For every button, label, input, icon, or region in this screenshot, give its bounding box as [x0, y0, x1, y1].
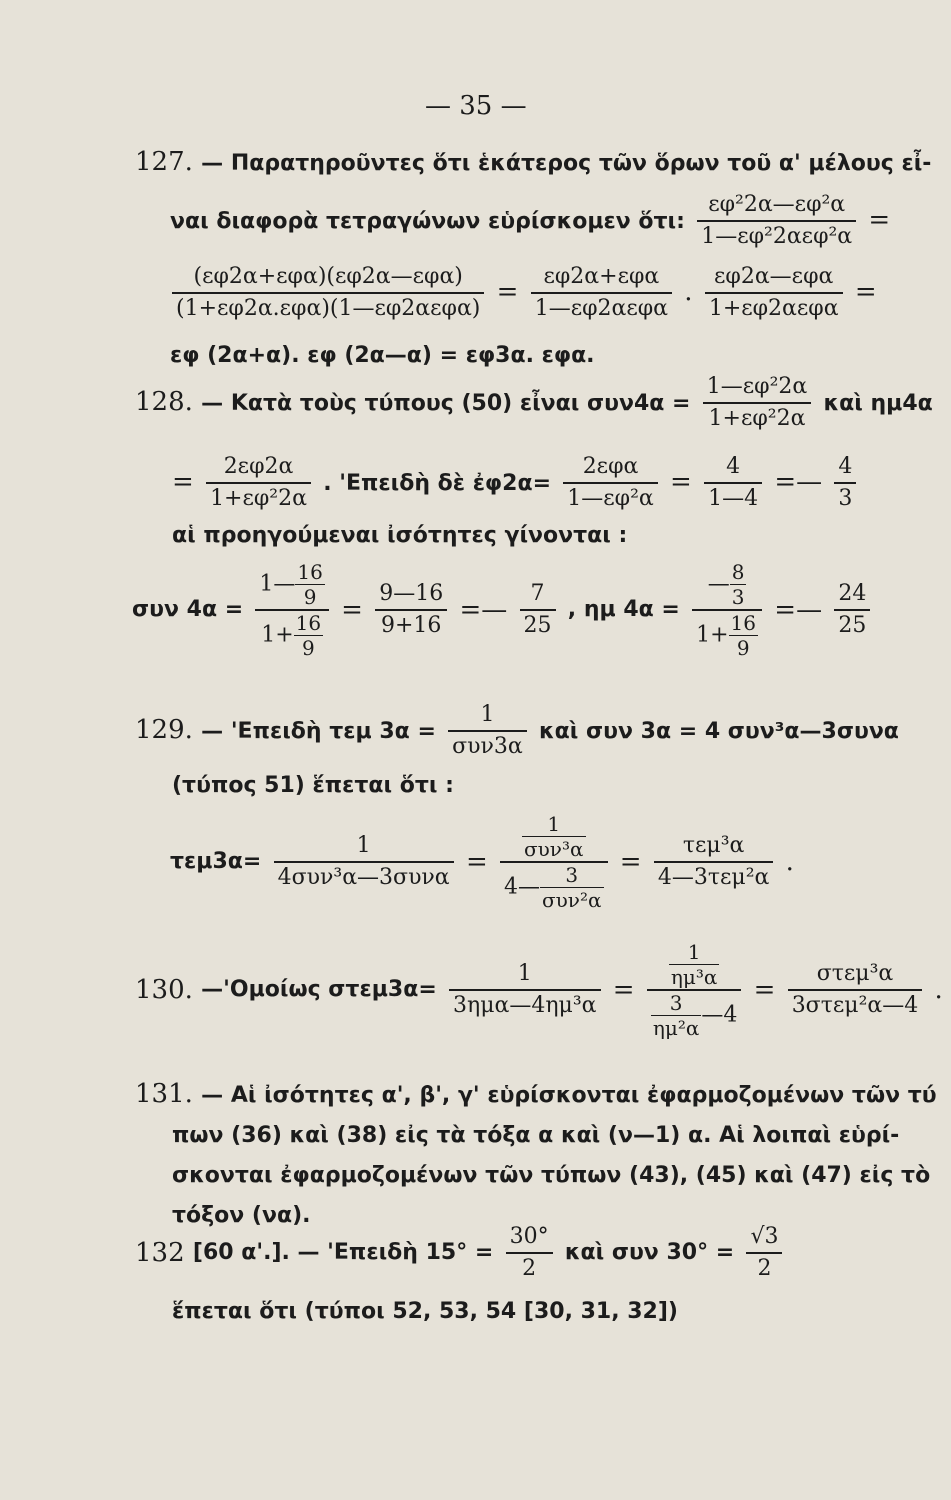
problem-128-text-2: . 'Επειδὴ δὲ ἐφ2α=: [323, 471, 552, 496]
denominator: [255, 611, 328, 660]
denominator: 4—3τεμ²α: [657, 865, 770, 890]
sin-4a-label: , ημ 4α =: [567, 597, 680, 622]
equals-sign: =: [341, 595, 363, 625]
problem-127-line-3: [168, 262, 877, 324]
denominator: 9: [302, 636, 315, 660]
fraction: [651, 991, 702, 1040]
problem-127-text: — Παρατηροῦντες ὅτι ἑκάτερος τῶν ὅρων τοῦ α' μέλους εἶ-: [201, 151, 932, 176]
fraction: [834, 452, 856, 514]
numerator: 1: [448, 700, 527, 732]
problem-130-equation: [135, 940, 943, 1040]
problem-128-number: 128.: [135, 387, 193, 417]
problem-132-number: 132: [135, 1238, 185, 1268]
numerator: 9—16: [375, 579, 447, 611]
numerator: 30°: [506, 1222, 553, 1254]
denominator: συν3α: [452, 734, 523, 759]
problem-131-line-4: τόξον (να).: [172, 1203, 311, 1228]
numerator: [500, 812, 608, 863]
fraction: [788, 959, 923, 1021]
problem-129-line-1: [135, 700, 899, 762]
compound-fraction: [500, 812, 608, 912]
plus-sign: +: [710, 622, 729, 648]
numerator: [647, 940, 742, 991]
denominator: 4συν³α—3συνα: [277, 865, 450, 890]
equals-sign: =: [868, 205, 891, 235]
denominator: 1—4: [708, 486, 759, 511]
denominator: [500, 863, 608, 912]
minus-sign: —: [707, 571, 730, 597]
numerator: 24: [834, 579, 870, 611]
numerator: 3: [540, 863, 604, 888]
fraction: [449, 959, 600, 1021]
compound-fraction: [647, 940, 742, 1040]
equals-sign: =: [459, 595, 482, 625]
fraction: [729, 611, 758, 660]
problem-132-line-2: ἕπεται ὅτι (τύποι 52, 53, 54 [30, 31, 32]): [172, 1299, 678, 1324]
denominator: 2: [757, 1256, 772, 1281]
problem-131-text: — Αἱ ἰσότητες α', β', γ' εὑρίσκονται ἐφαρμοζομένων τῶν τύ: [201, 1083, 937, 1108]
fraction: [563, 452, 657, 514]
problem-127-line-1: [135, 146, 931, 180]
denominator: 1—εφ²2αεφ²α: [701, 224, 853, 249]
four-minus: 4—: [504, 874, 540, 900]
denominator: 3: [838, 486, 853, 511]
compound-fraction: [255, 560, 328, 660]
problem-129-number: 129.: [135, 715, 193, 745]
equals-sign: =: [612, 975, 635, 1005]
numerator: 1: [449, 959, 600, 991]
minus-sign: —: [796, 467, 823, 497]
denominator: 2: [522, 1256, 537, 1281]
fraction: [274, 831, 454, 893]
dot: .: [934, 975, 943, 1005]
problem-131-line-2: πων (36) καὶ (38) εἰς τὰ τόξα α καὶ (ν—1) α. Αἱ λοιπαὶ εὑρί-: [172, 1123, 900, 1148]
denominator: 9: [736, 636, 750, 660]
fraction: [703, 372, 811, 434]
problem-130-text: —'Ομοίως στεμ3α=: [201, 977, 437, 1002]
dot: .: [785, 847, 794, 877]
denominator: 25: [838, 613, 867, 638]
problem-131-line-3: σκονται ἐφαρμοζομένων τῶν τύπων (43), (45) καὶ (47) εἰς τὸ: [172, 1163, 931, 1188]
denominator: ημ²α: [652, 1016, 700, 1040]
denominator: [692, 611, 762, 660]
fraction: [669, 940, 720, 989]
numerator: 2εφ2α: [206, 452, 311, 484]
numerator: 7: [520, 579, 556, 611]
denominator: 1+εφ²2α: [210, 486, 307, 511]
plus-sign: +: [275, 622, 294, 648]
numerator: 1: [274, 831, 454, 863]
numerator: εφ2α+εφα: [531, 262, 672, 294]
numerator: 16: [730, 611, 756, 635]
denominator: ημ³α: [670, 965, 718, 989]
denominator: 25: [523, 613, 552, 638]
numerator: 1—εφ²2α: [703, 372, 811, 404]
fraction: [540, 863, 604, 912]
fraction: [522, 812, 586, 861]
compound-fraction: [692, 560, 762, 660]
numerator: √3: [746, 1222, 782, 1254]
numerator: (εφ2α+εφα)(εφ2α—εφα): [172, 262, 484, 294]
problem-128-text-and: καὶ ημ4α: [823, 391, 933, 416]
cos-4a-label: συν 4α =: [132, 597, 244, 622]
fraction: [506, 1222, 553, 1284]
problem-128-equations: [132, 560, 874, 685]
problem-129-text: — 'Επειδὴ τεμ 3α =: [201, 719, 436, 744]
denominator: 3: [731, 585, 745, 609]
numerator: 4: [704, 452, 762, 484]
numerator: 16: [295, 611, 322, 635]
fraction: [746, 1222, 782, 1284]
problem-132-text-2: καὶ συν 30° =: [564, 1240, 735, 1265]
fraction: [704, 452, 762, 514]
fraction: [295, 560, 324, 609]
fraction: [654, 831, 774, 893]
numerator: 4: [834, 452, 856, 484]
fraction: [531, 262, 672, 324]
numerator: στεμ³α: [788, 959, 923, 991]
numerator: [692, 560, 762, 611]
page-number: — 35 —: [425, 91, 527, 121]
fraction: [697, 190, 856, 252]
equals-sign: =: [496, 277, 519, 307]
one: 1: [696, 622, 711, 648]
numerator: [255, 560, 328, 611]
problem-128-line-2: [172, 452, 860, 514]
fraction: [520, 579, 556, 641]
denominator: [647, 991, 742, 1040]
denominator: 9: [303, 585, 317, 609]
problem-131-number: 131.: [135, 1079, 193, 1109]
problem-129-text-2: καὶ συν 3α = 4 συν³α—3συνα: [539, 719, 899, 744]
problem-129-line-2: (τύπος 51) ἕπεται ὅτι :: [172, 773, 454, 798]
minus-sign: —: [481, 595, 508, 625]
denominator: 9+16: [380, 613, 442, 638]
denominator: 1—εφ2αεφα: [534, 296, 669, 321]
problem-128-line-1: [135, 372, 933, 434]
one: 1: [261, 622, 276, 648]
denominator: 3ημα—4ημ³α: [453, 993, 597, 1018]
fraction: [375, 579, 447, 641]
denominator: συν²α: [542, 888, 602, 912]
denominator: 1+εφ2αεφα: [708, 296, 839, 321]
dot: .: [684, 277, 693, 307]
fraction: [705, 262, 843, 324]
fraction: [172, 262, 484, 324]
equals-sign: =: [753, 975, 776, 1005]
minus-sign: —: [796, 595, 823, 625]
equals-sign: =: [854, 277, 877, 307]
sec-3a-label: τεμ3α=: [170, 849, 262, 874]
fraction: [294, 611, 323, 660]
problem-127-text-2: ναι διαφορὰ τετραγώνων εὑρίσκομεν ὅτι:: [170, 209, 685, 234]
numerator: 1: [522, 812, 586, 837]
equals-sign: =: [774, 595, 797, 625]
denominator: 3στεμ²α—4: [791, 993, 919, 1018]
equals-sign: =: [172, 467, 194, 497]
numerator: εφ²2α—εφ²α: [697, 190, 856, 222]
denominator: (1+εφ2α.εφα)(1—εφ2αεφα): [176, 296, 481, 321]
denominator: 1—εφ²α: [567, 486, 654, 511]
numerator: 2εφα: [563, 452, 657, 484]
problem-127-line-2: [170, 190, 890, 252]
denominator: συν³α: [524, 837, 584, 861]
numerator: 1: [669, 940, 720, 965]
minus-four: —4: [701, 1002, 738, 1028]
equals-sign: =: [619, 847, 642, 877]
equals-sign: =: [465, 847, 488, 877]
equals-sign: =: [670, 467, 692, 497]
problem-131-line-1: [135, 1078, 937, 1112]
numerator: εφ2α—εφα: [705, 262, 843, 294]
problem-127-number: 127.: [135, 147, 193, 177]
one: 1: [259, 571, 274, 597]
numerator: τεμ³α: [654, 831, 774, 863]
equals-sign: =: [774, 467, 797, 497]
denominator: 1+εφ²2α: [708, 406, 806, 431]
problem-127-line-4: εφ (2α+α). εφ (2α—α) = εφ3α. εφα.: [170, 343, 595, 368]
problem-132-text: [60 α'.]. — 'Επειδὴ 15° =: [192, 1240, 494, 1265]
fraction: [730, 560, 747, 609]
fraction: [448, 700, 527, 762]
numerator: 8: [731, 560, 745, 584]
minus-sign: —: [273, 571, 296, 597]
fraction: [206, 452, 311, 514]
problem-128-text: — Κατὰ τοὺς τύπους (50) εἶναι συν4α =: [201, 391, 691, 416]
numerator: 16: [297, 560, 323, 584]
fraction: [834, 579, 870, 641]
problem-130-number: 130.: [135, 975, 193, 1005]
problem-128-line-3: αἱ προηγούμεναι ἰσότητες γίνονται :: [172, 523, 628, 548]
problem-132-line-1: [135, 1222, 786, 1284]
numerator: 3: [651, 991, 702, 1016]
problem-129-equation: [170, 812, 794, 912]
